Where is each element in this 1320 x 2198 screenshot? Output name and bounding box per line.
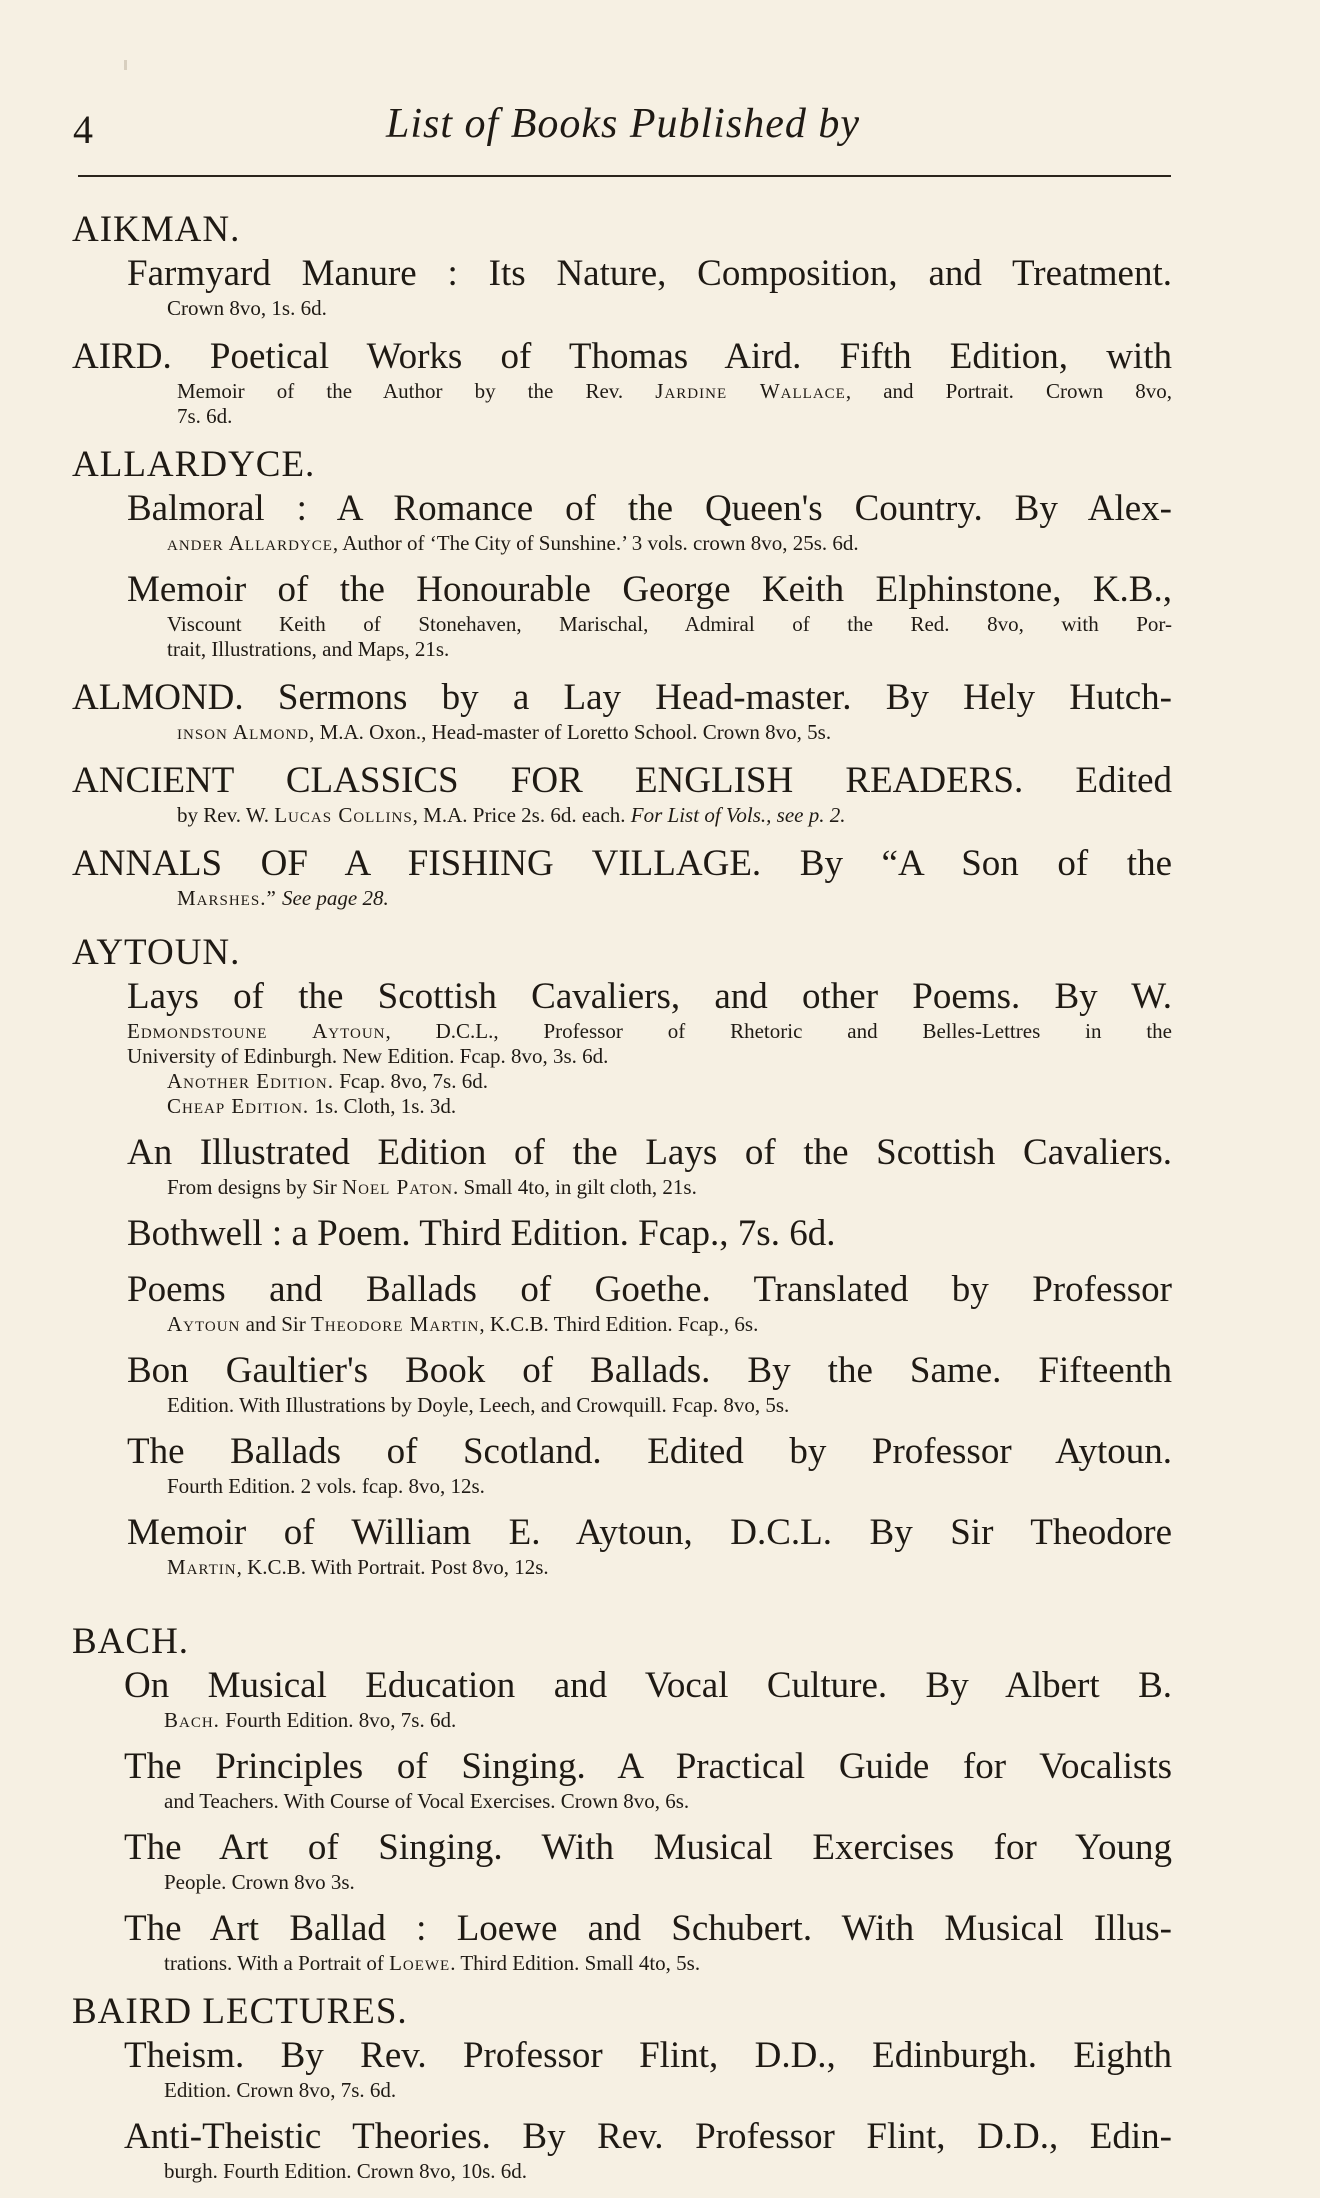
book-title: Memoir of the Honourable George Keith Elphinstone, K.B.,	[127, 569, 1172, 610]
book-detail: University of Edinburgh. New Edition. Fcap. 8vo, 3s. 6d.	[127, 1044, 609, 1068]
detail-text: by Rev. W.	[177, 803, 275, 827]
detail-text: Fcap. 8vo, 7s. 6d.	[333, 1069, 488, 1093]
book-detail	[167, 1312, 1172, 1337]
author-heading: AIKMAN.	[72, 209, 241, 250]
section-aytoun	[72, 931, 1172, 1580]
book-title: Poems and Ballads of Goethe. Translated by Professor	[127, 1269, 1172, 1310]
edition-label: Cheap Edition.	[167, 1094, 310, 1118]
book-title: Anti-Theistic Theories. By Rev. Professor Flint, D.D., Edin-	[124, 2116, 1172, 2157]
section-ancient-classics	[72, 759, 1172, 828]
book-detail	[127, 1019, 1172, 1044]
detail-text: From designs by Sir	[167, 1175, 343, 1199]
book-detail: and Teachers. With Course of Vocal Exercises. Crown 8vo, 6s.	[164, 1789, 690, 1813]
book-entry	[124, 2034, 1172, 2103]
section-aird	[72, 335, 1172, 429]
author-heading: ALLARDYCE.	[72, 444, 316, 485]
book-entry	[124, 1745, 1172, 1814]
book-entry	[127, 487, 1172, 556]
book-detail: trait, Illustrations, and Maps, 21s.	[167, 637, 450, 661]
book-title: Memoir of William E. Aytoun, D.C.L. By Sir Theodore	[127, 1512, 1172, 1553]
book-title: Bon Gaultier's Book of Ballads. By the Same. Fifteenth	[127, 1350, 1172, 1391]
book-detail	[177, 886, 1172, 911]
author-name: Martin	[167, 1555, 237, 1579]
book-detail: People. Crown 8vo 3s.	[164, 1870, 355, 1894]
author-name: Edmondstoune Aytoun	[127, 1019, 386, 1043]
book-entry	[127, 1430, 1172, 1499]
cross-reference: For List of Vols., see p. 2.	[630, 803, 846, 827]
author-entry-line: ANNALS OF A FISHING VILLAGE. By “A Son of the	[72, 843, 1172, 884]
detail-text: trations. With a Portrait of	[164, 1951, 390, 1975]
book-title: On Musical Education and Vocal Culture. By Albert B.	[124, 1665, 1172, 1706]
book-title: An Illustrated Edition of the Lays of the Scottish Cavaliers.	[127, 1132, 1172, 1173]
book-entry	[127, 1131, 1172, 1200]
book-title: Bothwell : a Poem. Third Edition. Fcap., 7s. 6d.	[127, 1213, 836, 1254]
book-detail: 7s. 6d.	[177, 404, 233, 428]
author-heading: AYTOUN.	[72, 932, 241, 973]
section-bach	[72, 1620, 1172, 1976]
book-detail	[164, 1951, 1172, 1976]
author-name: inson Almond	[177, 720, 310, 744]
author-heading: BAIRD LECTURES.	[72, 1991, 408, 2032]
book-title: The Principles of Singing. A Practical Guide for Vocalists	[124, 1746, 1172, 1787]
author-name: Bach.	[164, 1708, 220, 1732]
detail-text: , M.A. Oxon., Head-master of Loretto School. Crown 8vo, 5s.	[309, 720, 832, 744]
book-entry	[127, 1349, 1172, 1418]
section-baird-lectures	[72, 1990, 1172, 2184]
book-detail: Crown 8vo, 1s. 6d.	[167, 296, 327, 320]
book-title: Farmyard Manure : Its Nature, Composition, and Treatment.	[127, 253, 1172, 294]
book-detail	[177, 720, 1172, 745]
book-detail	[164, 1708, 1172, 1733]
detail-text: , Author of ‘The City of Sunshine.’ 3 vols. crown 8vo, 25s. 6d.	[332, 531, 859, 555]
book-entry	[127, 252, 1172, 321]
book-detail	[167, 1555, 1172, 1580]
page-header	[73, 98, 1173, 158]
book-entry	[127, 975, 1172, 1119]
section-aikman	[72, 208, 1172, 321]
translator-name: Theodore Martin	[310, 1312, 480, 1336]
book-detail	[177, 379, 1172, 404]
book-entry	[127, 1268, 1172, 1337]
catalogue-list	[72, 208, 1172, 2198]
detail-text: . Small 4to, in gilt cloth, 21s.	[453, 1175, 697, 1199]
author-name: Marshes.”	[177, 886, 277, 910]
page-number: 4	[73, 107, 93, 152]
author-entry-line: ALMOND. Sermons by a Lay Head-master. By Hely Hutch-	[72, 677, 1172, 718]
paper-mark	[124, 60, 127, 70]
edition-line	[167, 1069, 1172, 1094]
book-title: The Art of Singing. With Musical Exercises for Young	[124, 1827, 1172, 1868]
author-name: ander Allardyce	[167, 531, 333, 555]
book-title: Balmoral : A Romance of the Queen's Country. By Alex-	[127, 488, 1172, 529]
detail-text: Memoir of the Author by the Rev.	[177, 379, 656, 403]
composer-name: Loewe	[389, 1951, 451, 1975]
author-heading: BACH.	[72, 1621, 190, 1662]
cross-reference: See page 28.	[276, 886, 389, 910]
detail-text: , K.C.B. Third Edition. Fcap., 6s.	[479, 1312, 759, 1336]
book-title: Theism. By Rev. Professor Flint, D.D., Edinburgh. Eighth	[124, 2035, 1172, 2076]
detail-text: . Third Edition. Small 4to, 5s.	[450, 1951, 701, 1975]
book-detail	[177, 803, 1172, 828]
edition-label: Another Edition.	[167, 1069, 334, 1093]
book-detail	[167, 1175, 1172, 1200]
author-entry-line: ANCIENT CLASSICS FOR ENGLISH READERS. Edited	[72, 760, 1172, 801]
editor-name: Lucas Collins	[274, 803, 413, 827]
detail-text: , and Portrait. Crown 8vo,	[845, 379, 1172, 403]
book-detail: Viscount Keith of Stonehaven, Marischal, Admiral of the Red. 8vo, with Por-	[167, 612, 1172, 636]
book-entry	[124, 1826, 1172, 1895]
edition-line	[167, 1094, 1172, 1119]
editor-name: Jardine Wallace	[655, 379, 846, 403]
book-title: The Ballads of Scotland. Edited by Professor Aytoun.	[127, 1431, 1172, 1472]
section-annals	[72, 842, 1172, 911]
author-name: Aytoun	[167, 1312, 241, 1336]
book-detail: Edition. Crown 8vo, 7s. 6d.	[164, 2078, 397, 2102]
detail-text: and Sir	[240, 1312, 311, 1336]
book-entry	[127, 568, 1172, 662]
artist-name: Noel Paton	[342, 1175, 453, 1199]
detail-text: 1s. Cloth, 1s. 3d.	[309, 1094, 457, 1118]
running-title: List of Books Published by	[386, 101, 860, 147]
section-almond	[72, 676, 1172, 745]
book-detail: burgh. Fourth Edition. Crown 8vo, 10s. 6d.	[164, 2159, 528, 2183]
detail-text: , M.A. Price 2s. 6d. each.	[412, 803, 631, 827]
book-entry	[127, 1511, 1172, 1580]
detail-text: , K.C.B. With Portrait. Post 8vo, 12s.	[236, 1555, 549, 1579]
detail-text: Fourth Edition. 8vo, 7s. 6d.	[219, 1708, 457, 1732]
book-entry	[124, 1907, 1172, 1976]
book-detail: Fourth Edition. 2 vols. fcap. 8vo, 12s.	[167, 1474, 485, 1498]
book-entry	[124, 1664, 1172, 1733]
book-detail: Edition. With Illustrations by Doyle, Leech, and Crowquill. Fcap. 8vo, 5s.	[167, 1393, 790, 1417]
book-detail	[167, 531, 1172, 556]
section-allardyce	[72, 443, 1172, 662]
header-rule	[78, 175, 1171, 177]
detail-text: , D.C.L., Professor of Rhetoric and Belles-Lettres in the	[385, 1019, 1172, 1043]
book-title: The Art Ballad : Loewe and Schubert. With Musical Illus-	[124, 1908, 1172, 1949]
author-entry-line: AIRD. Poetical Works of Thomas Aird. Fifth Edition, with	[72, 336, 1172, 377]
book-title: Lays of the Scottish Cavaliers, and other Poems. By W.	[127, 976, 1172, 1017]
book-entry	[127, 1212, 1172, 1256]
